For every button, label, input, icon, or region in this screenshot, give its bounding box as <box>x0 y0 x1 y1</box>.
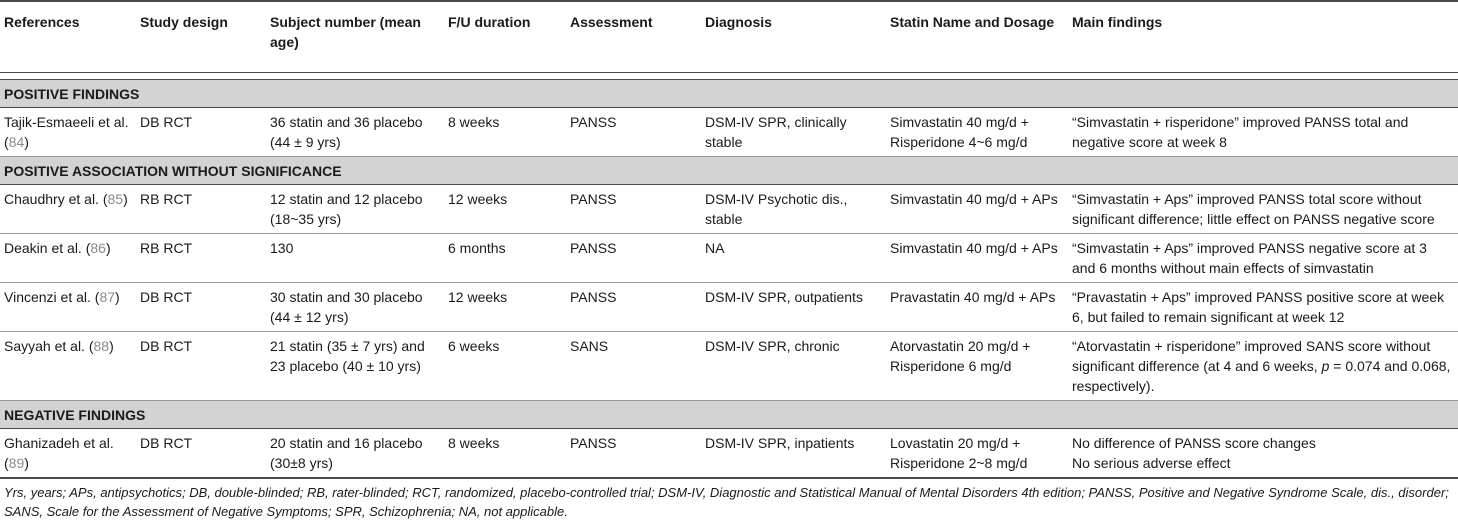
section-row-negative-findings <box>0 401 1458 429</box>
cell-duration: 6 weeks <box>444 332 566 401</box>
table-footnote: Yrs, years; APs, antipsychotics; DB, double-blinded; RB, rater-blinded; RCT, randomized, placebo-controlled trial; DSM-IV, Diagnostic and Statistical Manual of Mental Disorders 4th edition; PANSS, Positive and Negative Syndrome Scale, dis., disorder; SANS, Scale for the Assessment of Negative Symptoms; SPR, Schizophrenia; NA, not applicable. <box>4 485 1449 519</box>
citation-link[interactable]: 88 <box>93 338 110 354</box>
cell-assessment: PANSS <box>566 185 701 234</box>
cell-reference: Vincenzi et al. (87) <box>0 283 136 332</box>
cell-assessment: PANSS <box>566 108 701 157</box>
cell-findings: “Simvastatin + Aps” improved PANSS total score without significant difference; little effect on PANSS negative score <box>1068 185 1458 234</box>
cell-reference: Tajik-Esmaeeli et al. (84) <box>0 108 136 157</box>
cell-design: RB RCT <box>136 234 266 283</box>
cell-diagnosis: DSM-IV Psychotic dis., stable <box>701 185 886 234</box>
header-study-design: Study design <box>136 1 266 73</box>
header-main-findings: Main findings <box>1068 1 1458 73</box>
section-row-positive-association <box>0 157 1458 185</box>
p-value-symbol: p <box>1321 358 1330 374</box>
table-row <box>0 108 1458 157</box>
cell-design: DB RCT <box>136 429 266 479</box>
cell-subjects: 21 statin (35 ± 7 yrs) and 23 placebo (40 ± 10 yrs) <box>266 332 444 401</box>
cell-dosage: Pravastatin 40 mg/d + APs <box>886 283 1068 332</box>
cell-findings: “Simvastatin + Aps” improved PANSS negative score at 3 and 6 months without main effects of simvastatin <box>1068 234 1458 283</box>
cell-dosage: Atorvastatin 20 mg/d + Risperidone 6 mg/d <box>886 332 1068 401</box>
findings-line: No serious adverse effect <box>1072 455 1231 471</box>
cell-dosage: Simvastatin 40 mg/d + APs <box>886 185 1068 234</box>
cell-diagnosis: DSM-IV SPR, inpatients <box>701 429 886 479</box>
table-row <box>0 429 1458 479</box>
cell-diagnosis: DSM-IV SPR, chronic <box>701 332 886 401</box>
cell-findings <box>1068 429 1458 479</box>
cell-duration: 6 months <box>444 234 566 283</box>
section-title: NEGATIVE FINDINGS <box>0 401 1458 429</box>
cell-subjects: 30 statin and 30 placebo (44 ± 12 yrs) <box>266 283 444 332</box>
cell-duration: 12 weeks <box>444 185 566 234</box>
citation-link[interactable]: 84 <box>8 134 25 150</box>
cell-duration: 12 weeks <box>444 283 566 332</box>
cell-assessment: SANS <box>566 332 701 401</box>
cell-design: DB RCT <box>136 283 266 332</box>
cell-design: RB RCT <box>136 185 266 234</box>
cell-diagnosis: DSM-IV SPR, outpatients <box>701 283 886 332</box>
cell-duration: 8 weeks <box>444 429 566 479</box>
cell-reference: Chaudhry et al. (85) <box>0 185 136 234</box>
header-subject-number: Subject number (mean age) <box>266 1 444 73</box>
citation-link[interactable]: 85 <box>107 191 124 207</box>
header-fu-duration: F/U duration <box>444 1 566 73</box>
cell-findings: “Pravastatin + Aps” improved PANSS positive score at week 6, but failed to remain significant at week 12 <box>1068 283 1458 332</box>
cell-subjects: 20 statin and 16 placebo (30±8 yrs) <box>266 429 444 479</box>
section-row-positive-findings <box>0 80 1458 108</box>
cell-findings: “Atorvastatin + risperidone” improved SANS score without significant difference (at 4 and 6 weeks, p = 0.074 and 0.068, respectively). <box>1068 332 1458 401</box>
header-references: References <box>0 1 136 73</box>
cell-design: DB RCT <box>136 332 266 401</box>
cell-dosage: Lovastatin 20 mg/d + Risperidone 2~8 mg/d <box>886 429 1068 479</box>
cell-subjects: 130 <box>266 234 444 283</box>
cell-reference: Ghanizadeh et al. (89) <box>0 429 136 479</box>
cell-dosage: Simvastatin 40 mg/d + Risperidone 4~6 mg/d <box>886 108 1068 157</box>
table-header-row <box>0 1 1458 73</box>
cell-reference: Sayyah et al. (88) <box>0 332 136 401</box>
cell-dosage: Simvastatin 40 mg/d + APs <box>886 234 1068 283</box>
table-row <box>0 185 1458 234</box>
cell-diagnosis: NA <box>701 234 886 283</box>
section-title: POSITIVE ASSOCIATION WITHOUT SIGNIFICANCE <box>0 157 1458 185</box>
findings-line: No difference of PANSS score changes <box>1072 435 1316 451</box>
header-statin-dosage: Statin Name and Dosage <box>886 1 1068 73</box>
table-row <box>0 332 1458 401</box>
header-diagnosis: Diagnosis <box>701 1 886 73</box>
cell-design: DB RCT <box>136 108 266 157</box>
citation-link[interactable]: 89 <box>8 455 25 471</box>
cell-duration: 8 weeks <box>444 108 566 157</box>
cell-assessment: PANSS <box>566 283 701 332</box>
cell-findings: “Simvastatin + risperidone” improved PANSS total and negative score at week 8 <box>1068 108 1458 157</box>
cell-reference: Deakin et al. (86) <box>0 234 136 283</box>
cell-subjects: 36 statin and 36 placebo (44 ± 9 yrs) <box>266 108 444 157</box>
cell-diagnosis: DSM-IV SPR, clinically stable <box>701 108 886 157</box>
table-row <box>0 234 1458 283</box>
header-spacer-row <box>0 73 1458 80</box>
citation-link[interactable]: 87 <box>99 289 116 305</box>
table-row <box>0 283 1458 332</box>
cell-assessment: PANSS <box>566 234 701 283</box>
cell-assessment: PANSS <box>566 429 701 479</box>
citation-link[interactable]: 86 <box>90 240 106 256</box>
header-assessment: Assessment <box>566 1 701 73</box>
section-title: POSITIVE FINDINGS <box>0 80 1458 108</box>
cell-subjects: 12 statin and 12 placebo (18~35 yrs) <box>266 185 444 234</box>
